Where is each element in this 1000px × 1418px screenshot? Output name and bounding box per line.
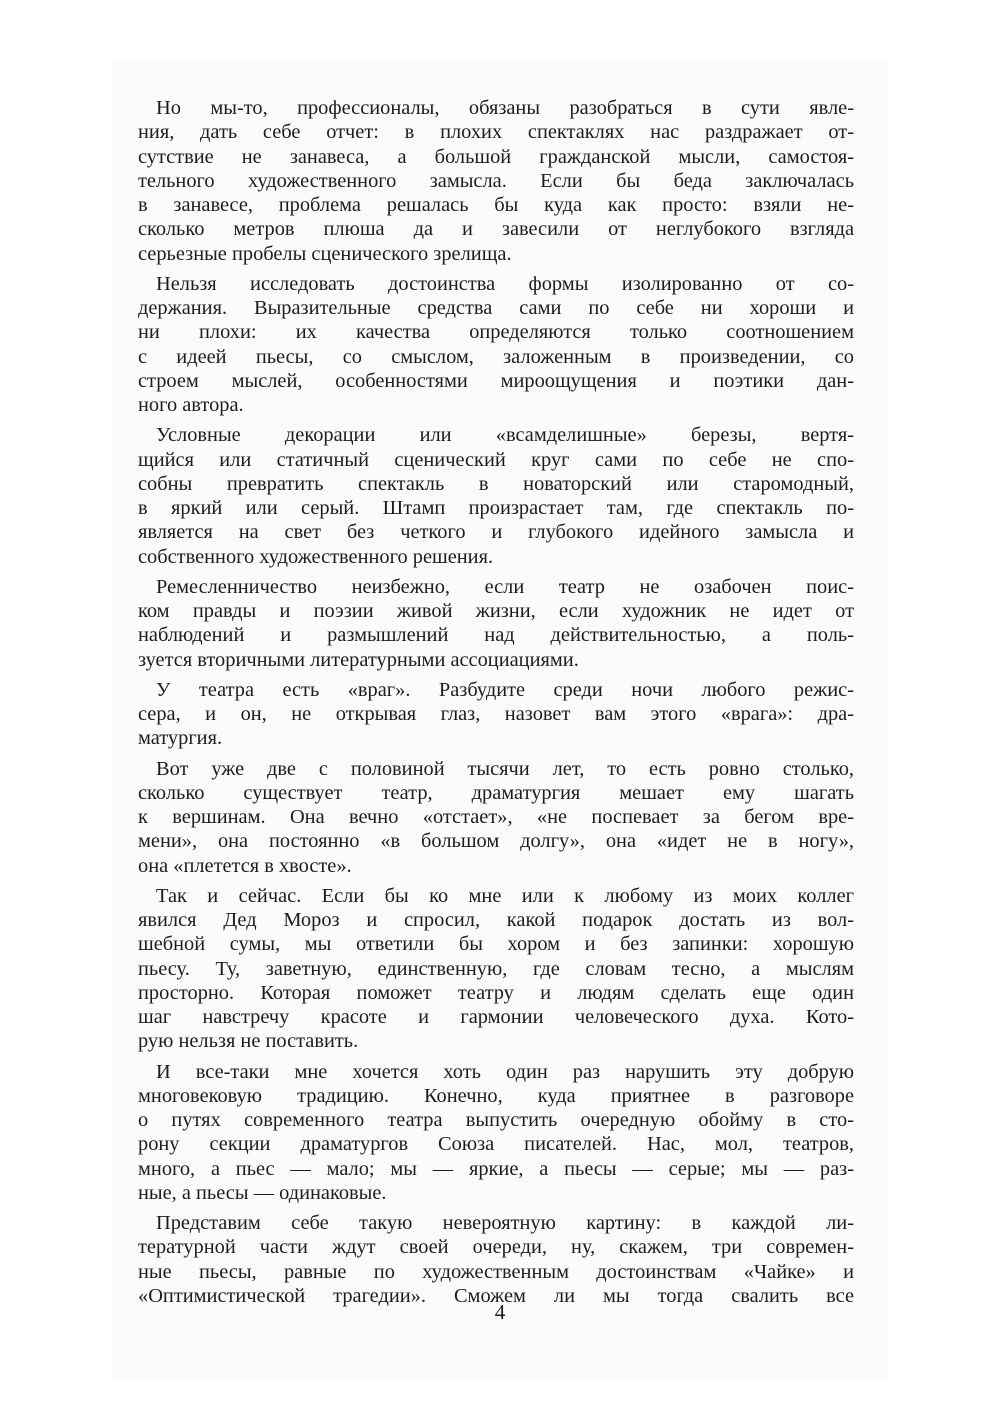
text-line: шаг навстречу красоте и гармонии человеческого духа. Кото- — [138, 1006, 854, 1028]
text-line: пьесу. Ту, заветную, единственную, где словам тесно, а мыслям — [138, 957, 854, 980]
text-line: в яркий или серый. Штамп произрастает там, где спектакль по- — [138, 497, 854, 519]
text-line: она «плетется в хвосте». — [138, 854, 352, 877]
text-line: Вот уже две с половиной тысячи лет, то есть ровно столько, — [156, 757, 854, 780]
text-line: ные, а пьесы — одинаковые. — [138, 1181, 387, 1204]
text-line: ного автора. — [138, 394, 244, 416]
text-line: много, а пьес — мало; мы — яркие, а пьесы — серые; мы — раз- — [138, 1157, 854, 1180]
text-line: явился Дед Мороз и спросил, какой подарок достать из вол- — [138, 909, 854, 931]
text-line: держания. Выразительные средства сами по себе ни хороши и — [138, 297, 854, 319]
text-line: сера, и он, не открывая глаз, назовет вам этого «врага»: дра- — [138, 703, 854, 725]
paragraph — [138, 1211, 854, 1308]
text-line: Так и сейчас. Если бы ко мне или к любому из моих коллег — [156, 884, 854, 907]
text-line: является на свет без четкого и глубокого идейного замысла и — [138, 521, 854, 544]
text-line: зуется вторичными литературными ассоциациями. — [138, 648, 579, 671]
text-line: ния, дать себе отчет: в плохих спектаклях нас раздражает от- — [138, 121, 854, 144]
paragraph — [138, 1060, 854, 1206]
text-line: рую нельзя не поставить. — [138, 1030, 359, 1053]
text-line: матургия. — [138, 727, 223, 750]
text-line: сколько существует театр, драматургия мешает ему шагать — [138, 781, 854, 804]
paragraph — [138, 678, 854, 751]
text-line: мени», она постоянно «в большом долгу», она «идет не в ногу», — [138, 830, 854, 853]
body-text — [138, 96, 854, 1314]
text-line: «Оптимистической трагедии». Сможем ли мы тогда свалить все — [138, 1284, 854, 1307]
text-line: строем мыслей, особенностями мироощущения и поэтики дан- — [138, 369, 854, 392]
text-line: с идеей пьесы, со смыслом, заложенным в произведении, со — [138, 345, 854, 368]
text-line: ком правды и поэзии живой жизни, если художник не идет от — [138, 600, 854, 622]
paragraph — [138, 575, 854, 672]
text-line: тельного художественного замысла. Если бы беда заключалась — [138, 169, 854, 192]
text-line: рону секции драматургов Союза писателей. Нас, мол, театров, — [138, 1133, 854, 1156]
text-line: к вершинам. Она вечно «отстает», «не поспевает за бегом вре- — [138, 806, 854, 828]
text-line: многовековую традицию. Конечно, куда приятнее в разговоре — [138, 1084, 854, 1107]
text-line: У театра есть «враг». Разбудите среди ночи любого режис- — [156, 678, 854, 701]
text-line: Но мы-то, профессионалы, обязаны разобраться в сути явле- — [156, 97, 854, 119]
paragraph — [138, 96, 854, 266]
text-line: сутствие не занавеса, а большой гражданской мысли, самостоя- — [138, 145, 854, 168]
text-line: просторно. Которая поможет театру и людям сделать еще один — [138, 981, 854, 1004]
paragraph — [138, 423, 854, 569]
text-line: тературной части ждут своей очереди, ну, скажем, три современ- — [138, 1236, 854, 1259]
text-line: И все-таки мне хочется хоть один раз нарушить эту добрую — [156, 1060, 854, 1083]
page-number: 4 — [494, 1300, 506, 1324]
text-line: сколько метров плюша да и завесили от неглубокого взгляда — [138, 218, 854, 241]
text-line: Ремесленничество неизбежно, если театр не озабочен поис- — [156, 575, 854, 598]
text-line: ные пьесы, равные по художественным достоинствам «Чайке» и — [138, 1260, 854, 1283]
paragraph — [138, 757, 854, 878]
text-line: Нельзя исследовать достоинства формы изолированно от со- — [156, 272, 854, 295]
text-line: Условные декорации или «всамделишные» березы, вертя- — [156, 424, 854, 447]
paragraph — [138, 884, 854, 1054]
text-line: собственного художественного решения. — [138, 545, 494, 568]
text-line: в занавесе, проблема решалась бы куда как просто: взяли не- — [138, 194, 854, 216]
text-line: о путях современного театра выпустить очередную обойму в сто- — [138, 1109, 854, 1131]
text-line: собны превратить спектакль в новаторский или старомодный, — [138, 472, 854, 495]
text-line: шебной сумы, мы ответили бы хором и без запинки: хорошую — [138, 933, 854, 956]
text-line: щийся или статичный сценический круг сами по себе не спо- — [138, 448, 854, 471]
text-line: серьезные пробелы сценического зрелища. — [138, 242, 512, 265]
text-line: наблюдений и размышлений над действительностью, а поль- — [138, 624, 854, 647]
text-line: Представим себе такую невероятную картину: в каждой ли- — [156, 1212, 854, 1234]
text-line: ни плохи: их качества определяются только соотношением — [138, 321, 854, 344]
paragraph — [138, 272, 854, 418]
